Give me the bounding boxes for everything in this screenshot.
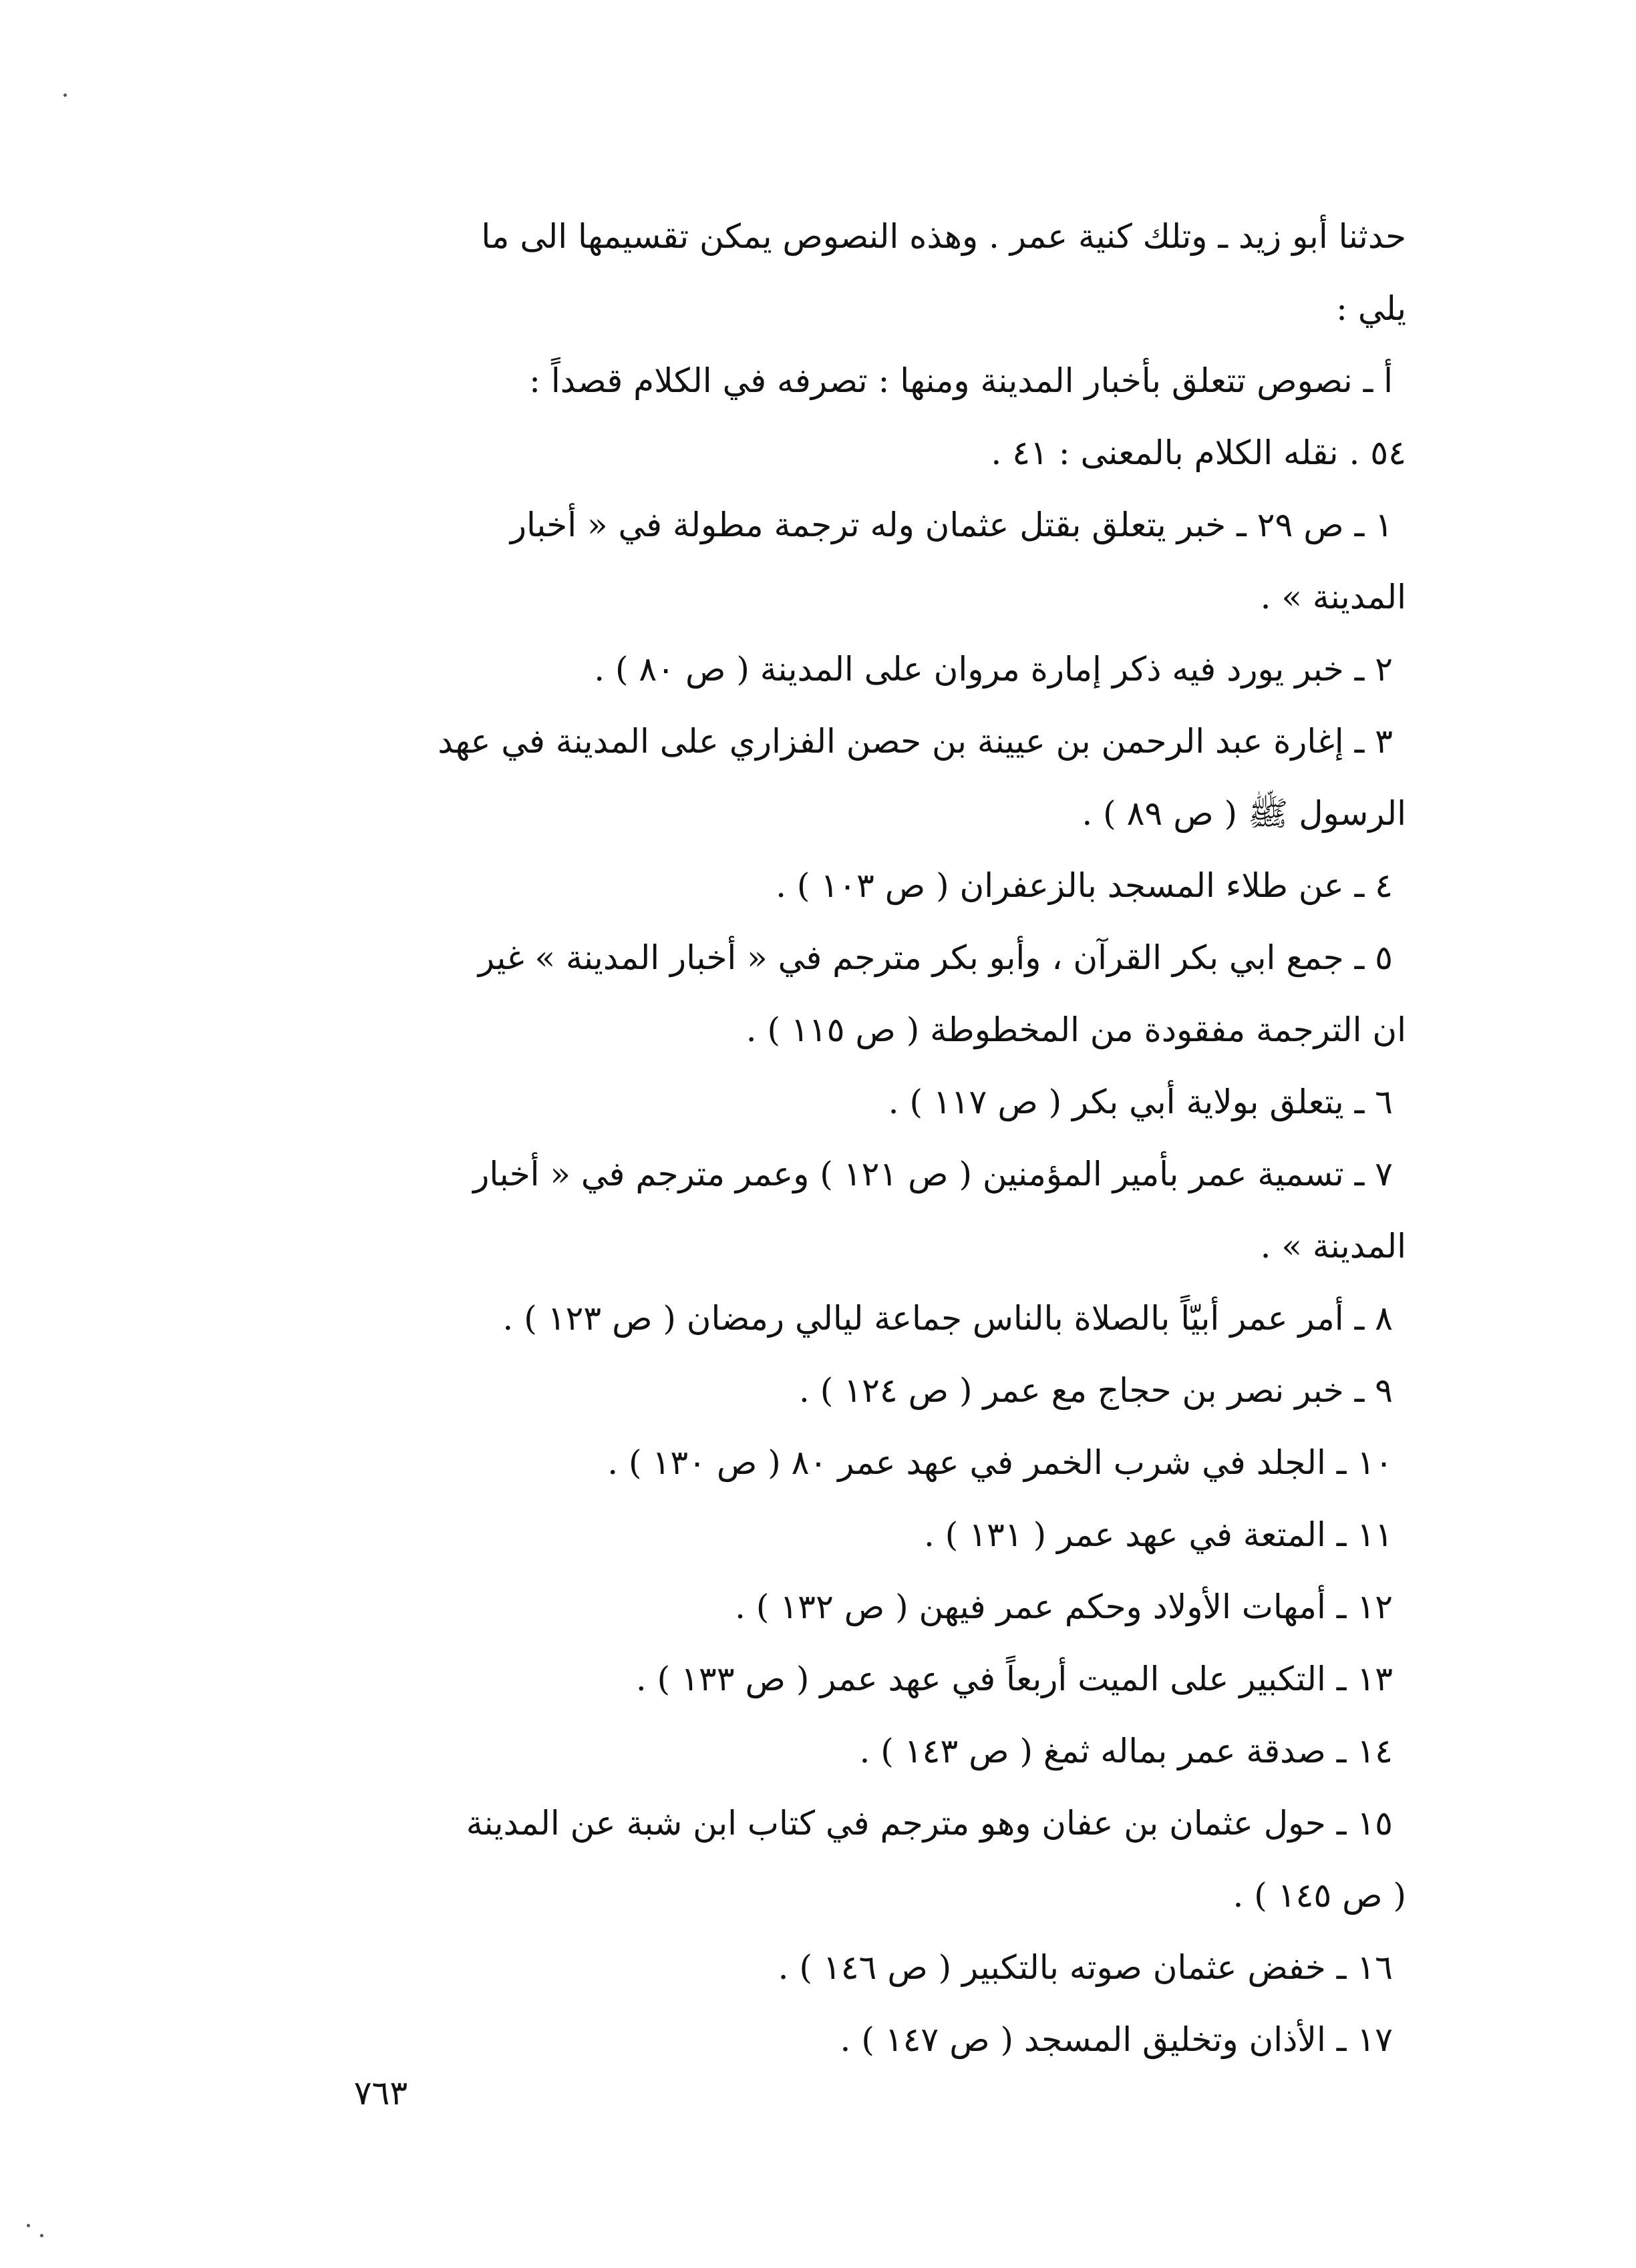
text-line xyxy=(271,272,1406,345)
text-line xyxy=(271,1571,1406,1643)
text-line xyxy=(271,1715,1406,1787)
text-line-content: أ ـ نصوص تتعلق بأخبار المدينة ومنها : تصرفه في الكلام قصداً : xyxy=(529,361,1393,400)
text-line-content: ١٣ ـ التكبير على الميت أربعاً في عهد عمر ( ص ١٣٣ ) . xyxy=(635,1660,1393,1698)
text-line xyxy=(271,777,1406,849)
text-line xyxy=(271,1138,1406,1210)
text-line-content: ٥٤ . نقله الكلام بالمعنى : ٤١ . xyxy=(991,433,1406,472)
page-number: ٧٦٣ xyxy=(353,2074,408,2112)
text-line-content: المدينة » . xyxy=(1260,1227,1406,1266)
text-line-content: ١ ـ ص ٢٩ ـ خبر يتعلق بقتل عثمان وله ترجمة مطولة في « أخبار xyxy=(510,506,1393,544)
text-line xyxy=(271,561,1406,633)
text-line-content: ( ص ١٤٥ ) . xyxy=(1233,1876,1406,1915)
scan-speck xyxy=(40,2234,43,2237)
text-line-content: يلي : xyxy=(1336,289,1406,328)
text-line xyxy=(271,1282,1406,1354)
text-line-content: ١٠ ـ الجلد في شرب الخمر في عهد عمر ٨٠ ( ص ١٣٠ ) . xyxy=(607,1443,1393,1482)
text-line xyxy=(271,705,1406,777)
text-line xyxy=(271,417,1406,489)
text-line xyxy=(271,1354,1406,1427)
scan-speck xyxy=(27,2224,30,2227)
text-line-content: ٨ ـ أمر عمر أبيّاً بالصلاة بالناس جماعة ليالي رمضان ( ص ١٢٣ ) . xyxy=(502,1299,1393,1338)
text-line xyxy=(271,489,1406,561)
text-line xyxy=(271,922,1406,994)
text-line xyxy=(271,1499,1406,1571)
text-line xyxy=(271,200,1406,272)
scan-speck xyxy=(63,93,67,97)
text-line xyxy=(271,1931,1406,2004)
text-line xyxy=(271,1859,1406,1931)
text-line xyxy=(271,345,1406,417)
text-line xyxy=(271,1787,1406,1859)
text-line xyxy=(271,849,1406,922)
text-line-content: ١٧ ـ الأذان وتخليق المسجد ( ص ١٤٧ ) . xyxy=(840,2020,1393,2059)
text-line-content: ١٦ ـ خفض عثمان صوته بالتكبير ( ص ١٤٦ ) . xyxy=(778,1948,1393,1987)
text-line-content: ٥ ـ جمع ابي بكر القرآن ، وأبو بكر مترجم في « أخبار المدينة » غير xyxy=(478,938,1393,977)
text-line-content: حدثنا أبو زيد ـ وتلك كنية عمر . وهذه النصوص يمكن تقسيمها الى ما xyxy=(481,217,1406,256)
text-line-content: الرسول ﷺ ( ص ٨٩ ) . xyxy=(1082,794,1406,833)
text-line xyxy=(271,2004,1406,2076)
text-line xyxy=(271,1210,1406,1282)
body-text xyxy=(271,200,1406,2076)
text-line xyxy=(271,994,1406,1066)
text-line-content: ١٥ ـ حول عثمان بن عفان وهو مترجم في كتاب ابن شبة عن المدينة xyxy=(466,1804,1393,1843)
text-line-content: ٤ ـ عن طلاء المسجد بالزعفران ( ص ١٠٣ ) . xyxy=(776,866,1393,905)
text-line-content: ١٢ ـ أمهات الأولاد وحكم عمر فيهن ( ص ١٣٢ ) . xyxy=(735,1587,1393,1626)
text-line-content: ٣ ـ إغارة عبد الرحمن بن عيينة بن حصن الفزاري على المدينة في عهد xyxy=(438,722,1393,761)
text-line-content: ان الترجمة مفقودة من المخطوطة ( ص ١١٥ ) . xyxy=(746,1010,1406,1049)
text-line-content: المدينة » . xyxy=(1260,578,1406,616)
text-line xyxy=(271,1066,1406,1138)
text-line xyxy=(271,1643,1406,1715)
text-line xyxy=(271,633,1406,705)
text-line xyxy=(271,1427,1406,1499)
text-line-content: ١٤ ـ صدقة عمر بماله ثمغ ( ص ١٤٣ ) . xyxy=(859,1732,1393,1770)
text-line-content: ٢ ـ خبر يورد فيه ذكر إمارة مروان على المدينة ( ص ٨٠ ) . xyxy=(594,650,1393,689)
text-line-content: ٧ ـ تسمية عمر بأمير المؤمنين ( ص ١٢١ ) وعمر مترجم في « أخبار xyxy=(473,1155,1393,1193)
text-line-content: ٦ ـ يتعلق بولاية أبي بكر ( ص ١١٧ ) . xyxy=(888,1083,1393,1121)
text-line-content: ١١ ـ المتعة في عهد عمر ( ١٣١ ) . xyxy=(924,1515,1393,1554)
text-line-content: ٩ ـ خبر نصر بن حجاج مع عمر ( ص ١٢٤ ) . xyxy=(798,1371,1393,1410)
